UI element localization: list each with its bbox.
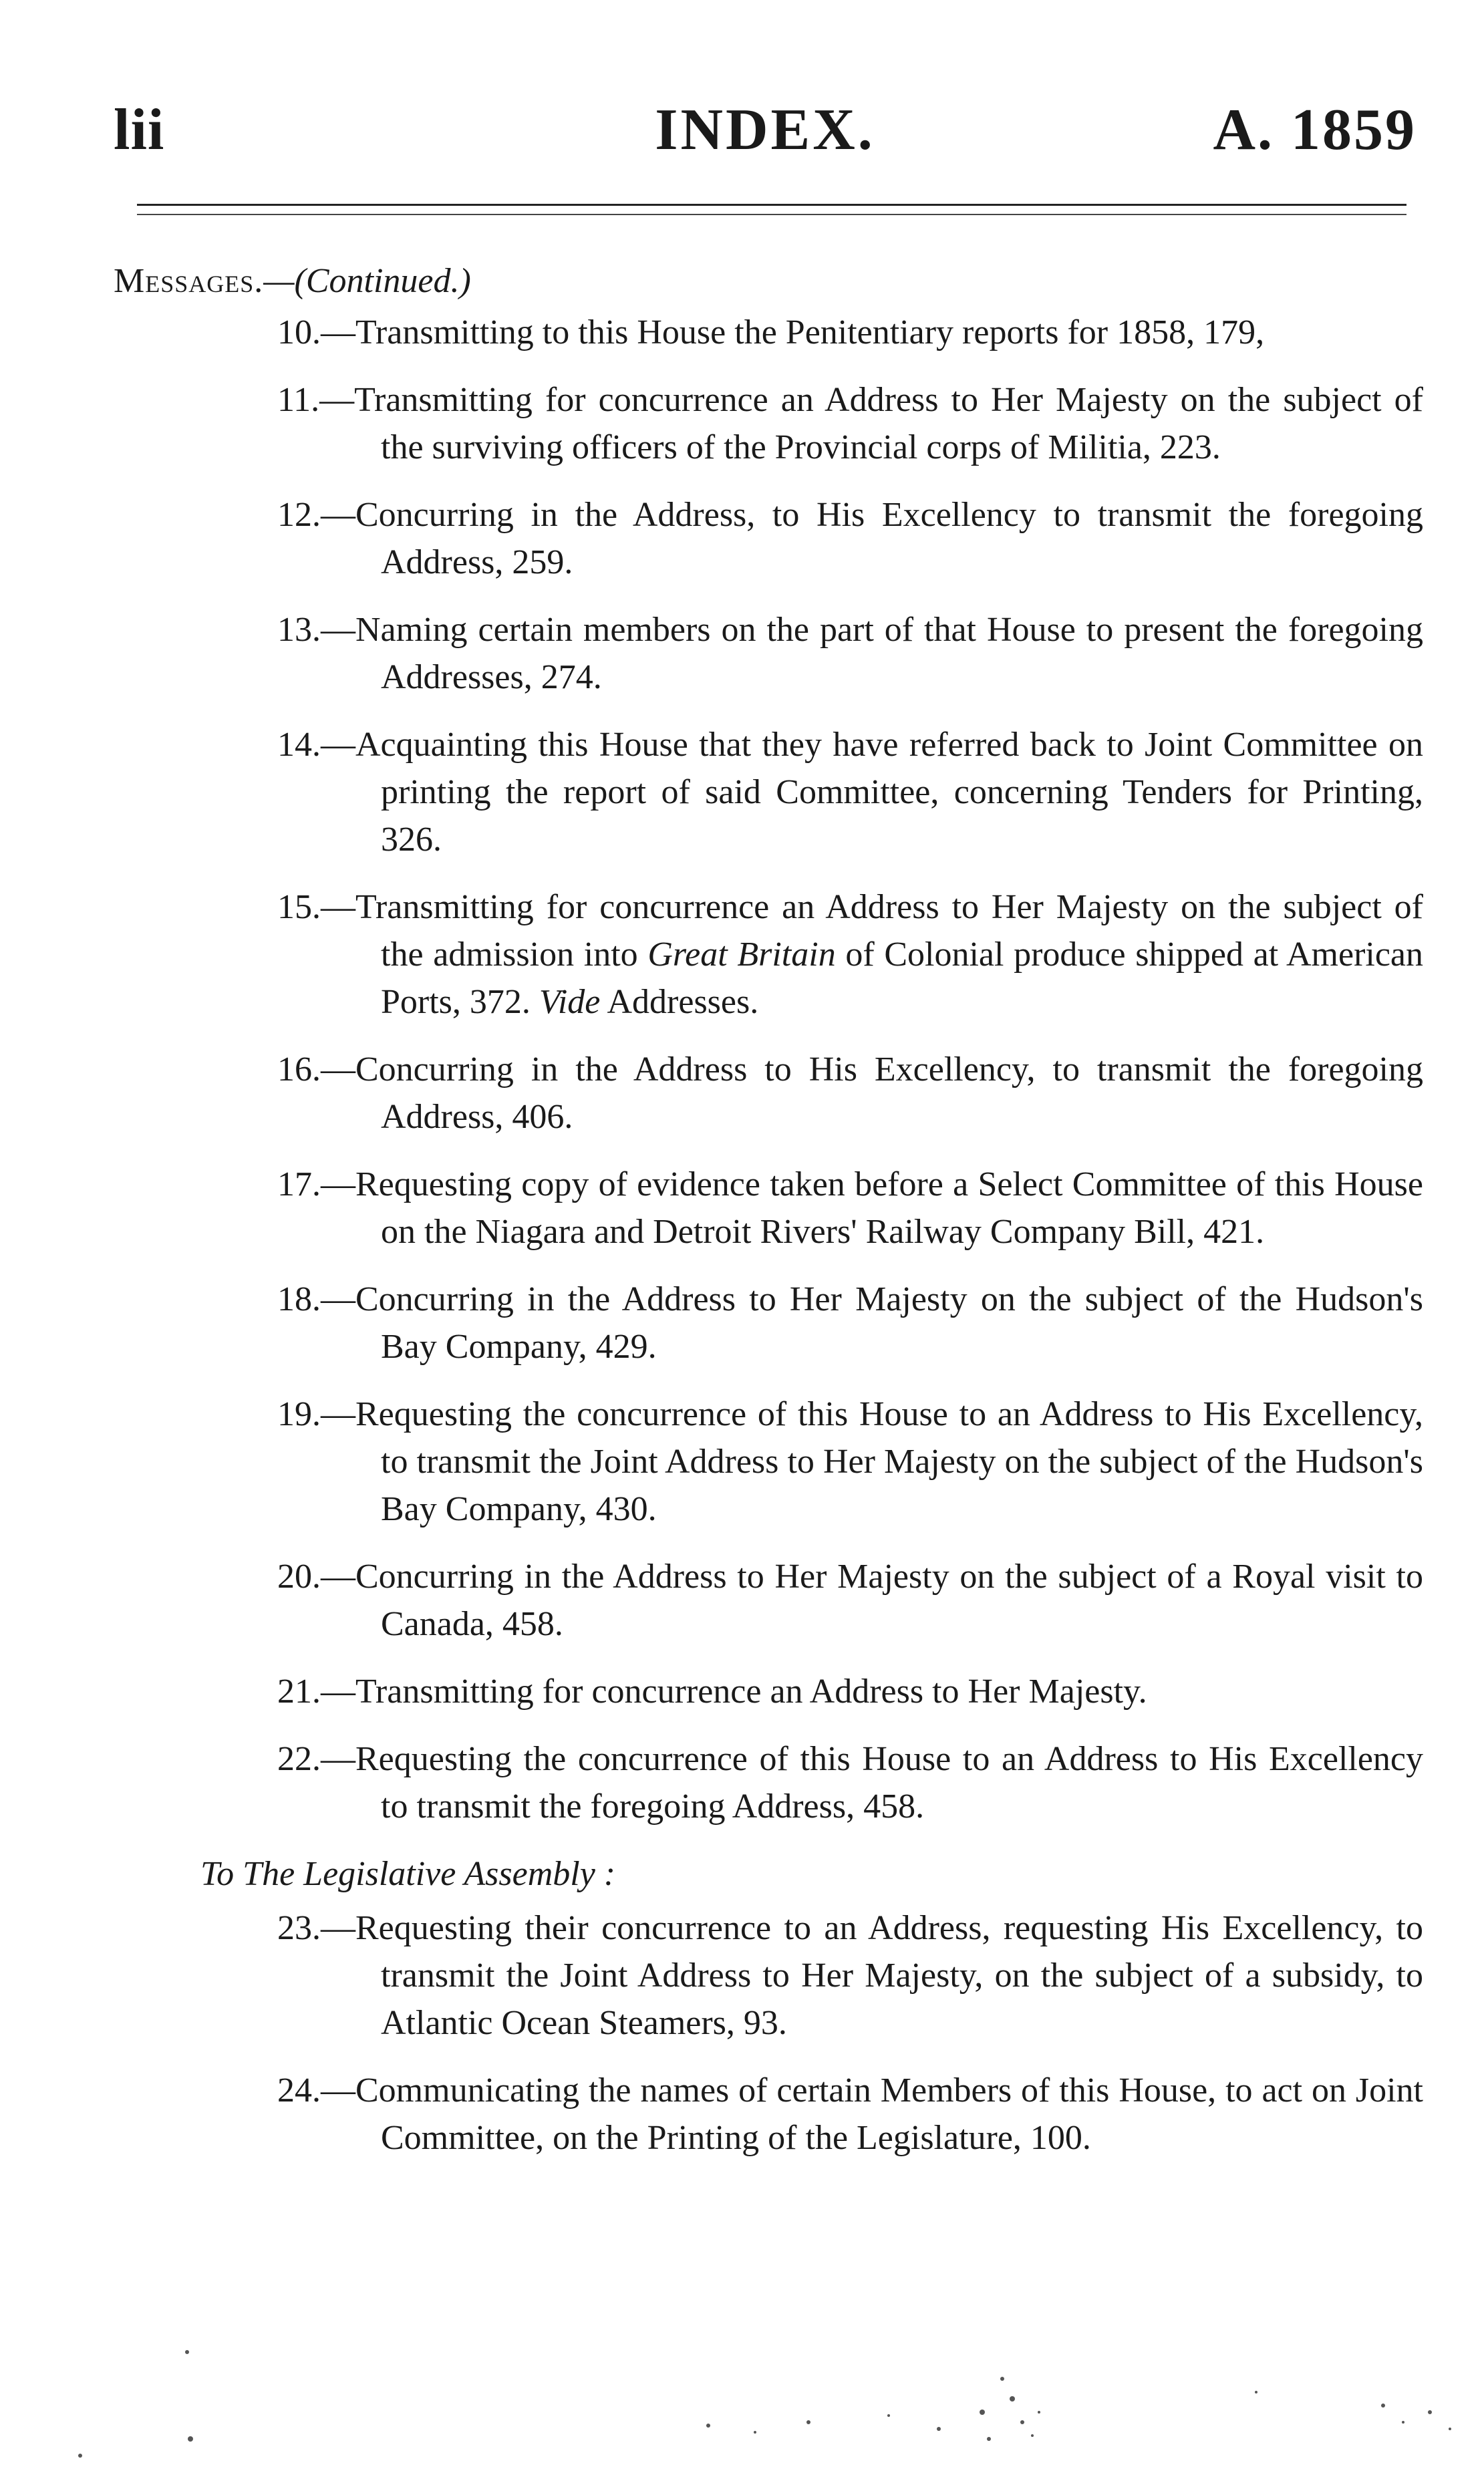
page-title: INDEX. — [655, 98, 875, 162]
entry-text: —Communicating the names of certain Members of this House, to act on Joint Committee, on the Printing of the Legislature, 100. — [321, 2071, 1423, 2157]
index-entry — [114, 1553, 1423, 1648]
entry-number: 19. — [277, 1395, 321, 1433]
entry-number: 18. — [277, 1280, 321, 1318]
page-header — [114, 94, 1417, 174]
page-number: lii — [114, 98, 165, 162]
entry-text: of Colonial produce shipped at American Ports, 372. — [381, 935, 1423, 1021]
index-entry — [114, 491, 1423, 586]
section-heading — [114, 257, 1423, 305]
header-rule-secondary — [137, 214, 1406, 215]
index-content — [114, 257, 1423, 2182]
index-entry — [114, 309, 1423, 356]
index-entry — [114, 376, 1423, 471]
entry-number: 21. — [277, 1673, 321, 1711]
print-specks — [0, 2299, 1484, 2471]
index-entry — [114, 606, 1423, 701]
entry-text: —Concurring in the Address to Her Majesty on the subject of the Hudson's Bay Company, 429. — [321, 1280, 1423, 1366]
entry-italic-place: Great Britain — [647, 935, 836, 974]
entry-number: 24. — [277, 2071, 321, 2110]
entry-text: —Requesting the concurrence of this House to an Address to His Excellency, to transmit the Joint Address to Her Majesty on the subject of the Hudson's Bay Company, 430. — [321, 1395, 1423, 1528]
entry-text: —Requesting their concurrence to an Address, requesting His Excellency, to transmit the Joint Address to Her Majesty, on the subject of a subsidy, to Atlantic Ocean Steamers, 93. — [321, 1909, 1423, 2042]
entry-number: 12. — [277, 496, 321, 534]
entry-text: Addresses. — [600, 983, 759, 1021]
index-entry — [114, 1904, 1423, 2047]
entry-text: —Requesting the concurrence of this House to an Address to His Excellency to transmit the foregoing Address, 458. — [321, 1740, 1423, 1826]
entry-number: 23. — [277, 1909, 321, 1947]
section-title: Messages. — [114, 262, 264, 300]
subsection-heading: To The Legislative Assembly : — [200, 1855, 616, 1893]
index-entry — [114, 1161, 1423, 1256]
entry-italic-vide: Vide — [539, 983, 601, 1021]
entry-number: 22. — [277, 1740, 321, 1778]
entry-text: —Acquainting this House that they have referred back to Joint Committee on printing the report of said Committee, concerning Tenders for Printing, 326. — [321, 726, 1423, 859]
index-entry — [114, 1276, 1423, 1370]
index-entry — [114, 721, 1423, 863]
year-label: A. 1859 — [1213, 98, 1417, 162]
index-entry — [114, 1668, 1423, 1715]
index-entry — [114, 2067, 1423, 2162]
entry-text: —Concurring in the Address to Her Majesty on the subject of a Royal visit to Canada, 458. — [321, 1558, 1423, 1643]
entry-text: —Requesting copy of evidence taken before a Select Committee of this House on the Niagara and Detroit Rivers' Railway Company Bill, 421. — [321, 1165, 1423, 1251]
index-entry — [114, 1735, 1423, 1830]
entry-text: —Transmitting for concurrence an Address to Her Majesty on the subject of the admission into — [321, 888, 1423, 974]
section-continued: —(Continued.) — [263, 262, 471, 300]
entry-number: 16. — [277, 1050, 321, 1088]
entry-text: —Transmitting for concurrence an Address to Her Majesty on the subject of the surviving officers of the Provincial corps of Militia, 223. — [319, 381, 1423, 466]
entry-number: 11. — [277, 381, 320, 419]
entry-number: 17. — [277, 1165, 321, 1203]
index-entry — [114, 1046, 1423, 1141]
entry-text: —Concurring in the Address, to His Excellency to transmit the foregoing Address, 259. — [321, 496, 1423, 581]
index-entry — [114, 883, 1423, 1026]
entry-text: —Naming certain members on the part of that House to present the foregoing Addresses, 274. — [321, 611, 1423, 696]
entry-number: 20. — [277, 1558, 321, 1596]
header-rule — [137, 204, 1406, 206]
entry-text: —Transmitting for concurrence an Address to Her Majesty. — [321, 1673, 1147, 1711]
entry-number: 14. — [277, 726, 321, 764]
entry-text: —Transmitting to this House the Penitentiary reports for 1858, 179, — [321, 313, 1265, 351]
entry-number: 15. — [277, 888, 321, 926]
entry-number: 13. — [277, 611, 321, 649]
index-entry — [114, 1391, 1423, 1533]
entry-text: —Concurring in the Address to His Excellency, to transmit the foregoing Address, 406. — [321, 1050, 1423, 1136]
entry-number: 10. — [277, 313, 321, 351]
